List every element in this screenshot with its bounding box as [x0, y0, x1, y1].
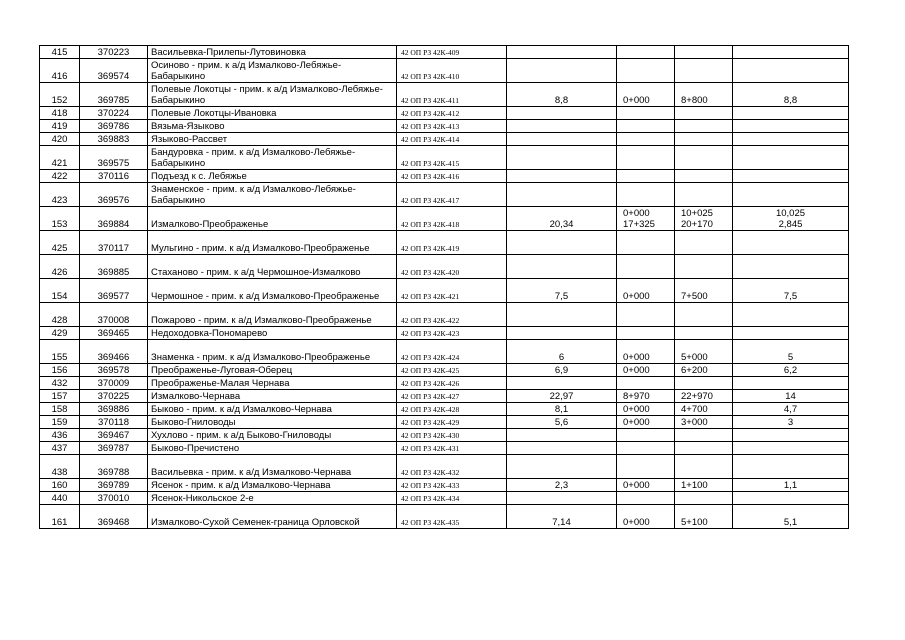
- end-km-cell: [675, 479, 733, 492]
- road-name-cell: Преображенье-Малая Чернава: [148, 377, 397, 390]
- end-km-cell: [675, 442, 733, 455]
- length-cell: 8,8: [507, 83, 617, 107]
- start-km-cell: [617, 146, 675, 170]
- road-id-cell: 369787: [80, 442, 148, 455]
- start-km-cell: [617, 505, 675, 529]
- road-name-cell: Ясенок - прим. к а/д Измалково-Чернава: [148, 479, 397, 492]
- road-code-cell: 42 ОП РЗ 42К-412: [397, 107, 507, 120]
- start-km-cell: [617, 455, 675, 479]
- total-km-cell: [733, 146, 849, 170]
- table-row: [40, 505, 849, 529]
- total-km-cell: [733, 390, 849, 403]
- end-km-cell: [675, 377, 733, 390]
- length-cell: 20,34: [507, 207, 617, 231]
- road-name-cell: Быково-Гниловоды: [148, 416, 397, 429]
- road-id-cell: 369577: [80, 279, 148, 303]
- road-name-cell: Измалково-Чернава: [148, 390, 397, 403]
- total-km-cell: [733, 46, 849, 59]
- road-code-cell: 42 ОП РЗ 42К-411: [397, 83, 507, 107]
- total-km-cell-value: 4,7: [783, 404, 798, 415]
- row-number-cell: 161: [40, 505, 80, 529]
- start-km-cell-value: 0+000: [623, 404, 650, 415]
- total-km-cell: [733, 83, 849, 107]
- table-body: [40, 46, 849, 529]
- length-cell: [507, 107, 617, 120]
- road-code-cell: 42 ОП РЗ 42К-432: [397, 455, 507, 479]
- road-name-cell: Знаменское - прим. к а/д Измалково-Лебяжье-Бабарыкино: [148, 183, 397, 207]
- road-code-cell: 42 ОП РЗ 42К-417: [397, 183, 507, 207]
- row-number-cell: 440: [40, 492, 80, 505]
- road-code-cell: 42 ОП РЗ 42К-414: [397, 133, 507, 146]
- start-km-cell: [617, 231, 675, 255]
- length-cell: 6,9: [507, 364, 617, 377]
- road-id-cell: 369884: [80, 207, 148, 231]
- length-cell: [507, 455, 617, 479]
- end-km-cell-value: 8+800: [681, 95, 708, 106]
- total-km-cell-value: 10,025: [775, 208, 806, 219]
- road-name-cell: Недоходовка-Пономарево: [148, 327, 397, 340]
- table-row: [40, 390, 849, 403]
- road-name-cell: Знаменка - прим. к а/д Измалково-Преображенье: [148, 340, 397, 364]
- road-name-cell: Бандуровка - прим. к а/д Измалково-Лебяжье-Бабарыкино: [148, 146, 397, 170]
- road-id-cell: 369465: [80, 327, 148, 340]
- row-number-cell: 154: [40, 279, 80, 303]
- total-km-cell-value: 7,5: [783, 291, 798, 302]
- road-name-cell: Хухлово - прим. к а/д Быково-Гниловоды: [148, 429, 397, 442]
- length-cell: 22,97: [507, 390, 617, 403]
- length-cell: [507, 133, 617, 146]
- end-km-cell-value: 20+170: [681, 219, 713, 230]
- start-km-cell-value: 0+000: [623, 480, 650, 491]
- total-km-cell: [733, 183, 849, 207]
- table-row: [40, 107, 849, 120]
- road-code-cell: 42 ОП РЗ 42К-423: [397, 327, 507, 340]
- table-row: [40, 279, 849, 303]
- road-code-cell: 42 ОП РЗ 42К-430: [397, 429, 507, 442]
- total-km-cell: [733, 403, 849, 416]
- road-name-cell: Быково - прим. к а/д Измалково-Чернава: [148, 403, 397, 416]
- end-km-cell: [675, 231, 733, 255]
- start-km-cell: [617, 416, 675, 429]
- start-km-cell: [617, 120, 675, 133]
- start-km-cell-value: 0+000: [623, 365, 650, 376]
- start-km-cell: [617, 364, 675, 377]
- total-km-cell-value: 6,2: [783, 365, 798, 376]
- road-id-cell: 369466: [80, 340, 148, 364]
- total-km-cell: [733, 364, 849, 377]
- total-km-cell: [733, 442, 849, 455]
- start-km-cell: [617, 46, 675, 59]
- row-number-cell: 160: [40, 479, 80, 492]
- start-km-cell-value: 17+325: [623, 219, 655, 230]
- total-km-cell: [733, 340, 849, 364]
- start-km-cell: [617, 107, 675, 120]
- end-km-cell: [675, 146, 733, 170]
- end-km-cell-value: 5+100: [681, 517, 708, 528]
- table-row: [40, 207, 849, 231]
- table-row: [40, 364, 849, 377]
- road-name-cell: Ясенок-Никольское 2-е: [148, 492, 397, 505]
- total-km-cell: [733, 416, 849, 429]
- road-code-cell: 42 ОП РЗ 42К-426: [397, 377, 507, 390]
- total-km-cell: [733, 429, 849, 442]
- table-row: [40, 429, 849, 442]
- road-register-table: [39, 45, 849, 529]
- end-km-cell: [675, 455, 733, 479]
- table-row: [40, 255, 849, 279]
- total-km-cell-value: 14: [785, 391, 796, 402]
- road-code-cell: 42 ОП РЗ 42К-427: [397, 390, 507, 403]
- table-row: [40, 340, 849, 364]
- length-cell: 6: [507, 340, 617, 364]
- row-number-cell: 422: [40, 170, 80, 183]
- length-cell: [507, 492, 617, 505]
- end-km-cell: [675, 255, 733, 279]
- road-name-cell: Подъезд к с. Лебяжье: [148, 170, 397, 183]
- end-km-cell: [675, 120, 733, 133]
- end-km-cell: [675, 303, 733, 327]
- row-number-cell: 429: [40, 327, 80, 340]
- total-km-cell-value: 8,8: [783, 95, 798, 106]
- table-row: [40, 327, 849, 340]
- row-number-cell: 152: [40, 83, 80, 107]
- total-km-cell: [733, 455, 849, 479]
- road-id-cell: 369883: [80, 133, 148, 146]
- table-row: [40, 59, 849, 83]
- end-km-cell: [675, 46, 733, 59]
- start-km-cell: [617, 340, 675, 364]
- start-km-cell: [617, 442, 675, 455]
- end-km-cell: [675, 183, 733, 207]
- total-km-cell: [733, 492, 849, 505]
- length-cell: [507, 303, 617, 327]
- table-row: [40, 492, 849, 505]
- end-km-cell: [675, 492, 733, 505]
- length-cell: [507, 231, 617, 255]
- length-cell: 2,3: [507, 479, 617, 492]
- table-row: [40, 303, 849, 327]
- road-name-cell: Вязьма-Языково: [148, 120, 397, 133]
- row-number-cell: 415: [40, 46, 80, 59]
- total-km-cell: [733, 279, 849, 303]
- length-cell: 7,14: [507, 505, 617, 529]
- table-row: [40, 133, 849, 146]
- row-number-cell: 423: [40, 183, 80, 207]
- start-km-cell: [617, 133, 675, 146]
- end-km-cell: [675, 59, 733, 83]
- start-km-cell-value: 0+000: [623, 291, 650, 302]
- start-km-cell-value: 0+000: [623, 352, 650, 363]
- road-code-cell: 42 ОП РЗ 42К-419: [397, 231, 507, 255]
- row-number-cell: 159: [40, 416, 80, 429]
- road-code-cell: 42 ОП РЗ 42К-416: [397, 170, 507, 183]
- start-km-cell: [617, 279, 675, 303]
- total-km-cell: [733, 303, 849, 327]
- start-km-cell: [617, 327, 675, 340]
- end-km-cell: [675, 364, 733, 377]
- length-cell: [507, 46, 617, 59]
- end-km-cell-value: 3+000: [681, 417, 708, 428]
- road-code-cell: 42 ОП РЗ 42К-409: [397, 46, 507, 59]
- road-id-cell: 369574: [80, 59, 148, 83]
- road-name-cell: Измалково-Преображенье: [148, 207, 397, 231]
- length-cell: [507, 442, 617, 455]
- road-code-cell: 42 ОП РЗ 42К-424: [397, 340, 507, 364]
- road-name-cell: Васильевка-Прилепы-Лутовиновка: [148, 46, 397, 59]
- total-km-cell: [733, 107, 849, 120]
- length-cell: 5,6: [507, 416, 617, 429]
- end-km-cell: [675, 83, 733, 107]
- start-km-cell: [617, 183, 675, 207]
- row-number-cell: 426: [40, 255, 80, 279]
- end-km-cell: [675, 107, 733, 120]
- end-km-cell: [675, 505, 733, 529]
- length-cell: [507, 59, 617, 83]
- road-id-cell: 370008: [80, 303, 148, 327]
- road-name-cell: Измалково-Сухой Семенек-граница Орловской: [148, 505, 397, 529]
- road-id-cell: 370009: [80, 377, 148, 390]
- end-km-cell-value: 1+100: [681, 480, 708, 491]
- road-id-cell: 369786: [80, 120, 148, 133]
- road-code-cell: 42 ОП РЗ 42К-428: [397, 403, 507, 416]
- total-km-cell: [733, 255, 849, 279]
- road-name-cell: Преображенье-Луговая-Оберец: [148, 364, 397, 377]
- end-km-cell-value: 4+700: [681, 404, 708, 415]
- start-km-cell-value: 0+000: [623, 517, 650, 528]
- total-km-cell-value: 2,845: [778, 219, 803, 230]
- road-id-cell: 370225: [80, 390, 148, 403]
- end-km-cell: [675, 170, 733, 183]
- road-code-cell: 42 ОП РЗ 42К-434: [397, 492, 507, 505]
- total-km-cell: [733, 327, 849, 340]
- start-km-cell: [617, 207, 675, 231]
- end-km-cell: [675, 133, 733, 146]
- row-number-cell: 425: [40, 231, 80, 255]
- table-row: [40, 46, 849, 59]
- road-id-cell: 369789: [80, 479, 148, 492]
- row-number-cell: 416: [40, 59, 80, 83]
- length-cell: [507, 170, 617, 183]
- road-code-cell: 42 ОП РЗ 42К-410: [397, 59, 507, 83]
- road-id-cell: 369467: [80, 429, 148, 442]
- road-code-cell: 42 ОП РЗ 42К-431: [397, 442, 507, 455]
- table-row: [40, 442, 849, 455]
- table-row: [40, 170, 849, 183]
- road-code-cell: 42 ОП РЗ 42К-433: [397, 479, 507, 492]
- road-id-cell: 369886: [80, 403, 148, 416]
- road-code-cell: 42 ОП РЗ 42К-418: [397, 207, 507, 231]
- road-id-cell: 370224: [80, 107, 148, 120]
- road-name-cell: Мульгино - прим. к а/д Измалково-Преображенье: [148, 231, 397, 255]
- start-km-cell: [617, 390, 675, 403]
- row-number-cell: 419: [40, 120, 80, 133]
- length-cell: [507, 146, 617, 170]
- total-km-cell: [733, 170, 849, 183]
- length-cell: [507, 377, 617, 390]
- start-km-cell: [617, 170, 675, 183]
- start-km-cell: [617, 479, 675, 492]
- total-km-cell-value: 1,1: [783, 480, 798, 491]
- row-number-cell: 420: [40, 133, 80, 146]
- length-cell: 8,1: [507, 403, 617, 416]
- end-km-cell-value: 6+200: [681, 365, 708, 376]
- total-km-cell: [733, 133, 849, 146]
- row-number-cell: 421: [40, 146, 80, 170]
- road-code-cell: 42 ОП РЗ 42К-413: [397, 120, 507, 133]
- road-id-cell: 370118: [80, 416, 148, 429]
- end-km-cell: [675, 429, 733, 442]
- road-code-cell: 42 ОП РЗ 42К-422: [397, 303, 507, 327]
- road-name-cell: Пожарово - прим. к а/д Измалково-Преображенье: [148, 303, 397, 327]
- table-row: [40, 83, 849, 107]
- end-km-cell-value: 22+970: [681, 391, 713, 402]
- road-code-cell: 42 ОП РЗ 42К-421: [397, 279, 507, 303]
- row-number-cell: 157: [40, 390, 80, 403]
- road-code-cell: 42 ОП РЗ 42К-429: [397, 416, 507, 429]
- start-km-cell-value: 0+000: [623, 417, 650, 428]
- row-number-cell: 156: [40, 364, 80, 377]
- road-name-cell: Быково-Пречистено: [148, 442, 397, 455]
- row-number-cell: 418: [40, 107, 80, 120]
- road-code-cell: 42 ОП РЗ 42К-415: [397, 146, 507, 170]
- start-km-cell: [617, 403, 675, 416]
- row-number-cell: 153: [40, 207, 80, 231]
- end-km-cell: [675, 416, 733, 429]
- start-km-cell: [617, 303, 675, 327]
- road-id-cell: 369576: [80, 183, 148, 207]
- road-id-cell: 369575: [80, 146, 148, 170]
- table-row: [40, 403, 849, 416]
- length-cell: [507, 429, 617, 442]
- road-id-cell: 369785: [80, 83, 148, 107]
- length-cell: [507, 183, 617, 207]
- total-km-cell-value: 5,1: [783, 517, 798, 528]
- total-km-cell-value: 5: [787, 352, 794, 363]
- table-row: [40, 231, 849, 255]
- total-km-cell: [733, 479, 849, 492]
- road-id-cell: 369578: [80, 364, 148, 377]
- start-km-cell: [617, 83, 675, 107]
- road-id-cell: 369788: [80, 455, 148, 479]
- total-km-cell: [733, 207, 849, 231]
- total-km-cell: [733, 377, 849, 390]
- start-km-cell-value: 0+000: [623, 208, 650, 219]
- start-km-cell-value: 0+000: [623, 95, 650, 106]
- road-id-cell: 369468: [80, 505, 148, 529]
- road-name-cell: Стаханово - прим. к а/д Чермошное-Измалково: [148, 255, 397, 279]
- road-id-cell: 370117: [80, 231, 148, 255]
- road-code-cell: 42 ОП РЗ 42К-425: [397, 364, 507, 377]
- row-number-cell: 438: [40, 455, 80, 479]
- row-number-cell: 428: [40, 303, 80, 327]
- road-id-cell: 370010: [80, 492, 148, 505]
- road-id-cell: 370116: [80, 170, 148, 183]
- table-row: [40, 183, 849, 207]
- length-cell: 7,5: [507, 279, 617, 303]
- road-id-cell: 369885: [80, 255, 148, 279]
- end-km-cell: [675, 390, 733, 403]
- table-row: [40, 416, 849, 429]
- road-name-cell: Языково-Рассвет: [148, 133, 397, 146]
- road-name-cell: Полевые Локотцы - прим. к а/д Измалково-Лебяжье-Бабарыкино: [148, 83, 397, 107]
- length-cell: [507, 120, 617, 133]
- road-name-cell: Васильевка - прим. к а/д Измалково-Чернава: [148, 455, 397, 479]
- row-number-cell: 437: [40, 442, 80, 455]
- start-km-cell: [617, 59, 675, 83]
- road-code-cell: 42 ОП РЗ 42К-435: [397, 505, 507, 529]
- end-km-cell: [675, 403, 733, 416]
- total-km-cell: [733, 120, 849, 133]
- end-km-cell-value: 10+025: [681, 208, 713, 219]
- start-km-cell: [617, 377, 675, 390]
- length-cell: [507, 327, 617, 340]
- start-km-cell: [617, 429, 675, 442]
- table-row: [40, 377, 849, 390]
- road-name-cell: Осиново - прим. к а/д Измалково-Лебяжье-Бабарыкино: [148, 59, 397, 83]
- start-km-cell: [617, 492, 675, 505]
- total-km-cell: [733, 231, 849, 255]
- row-number-cell: 158: [40, 403, 80, 416]
- road-name-cell: Полевые Локотцы-Ивановка: [148, 107, 397, 120]
- start-km-cell-value: 8+970: [623, 391, 650, 402]
- road-name-cell: Чермошное - прим. к а/д Измалково-Преображенье: [148, 279, 397, 303]
- table-row: [40, 120, 849, 133]
- row-number-cell: 432: [40, 377, 80, 390]
- end-km-cell: [675, 340, 733, 364]
- start-km-cell: [617, 255, 675, 279]
- end-km-cell: [675, 279, 733, 303]
- end-km-cell-value: 7+500: [681, 291, 708, 302]
- length-cell: [507, 255, 617, 279]
- road-code-cell: 42 ОП РЗ 42К-420: [397, 255, 507, 279]
- table-row: [40, 146, 849, 170]
- end-km-cell: [675, 207, 733, 231]
- total-km-cell-value: 3: [787, 417, 794, 428]
- total-km-cell: [733, 59, 849, 83]
- table-row: [40, 479, 849, 492]
- end-km-cell: [675, 327, 733, 340]
- row-number-cell: 436: [40, 429, 80, 442]
- road-id-cell: 370223: [80, 46, 148, 59]
- table-row: [40, 455, 849, 479]
- row-number-cell: 155: [40, 340, 80, 364]
- end-km-cell-value: 5+000: [681, 352, 708, 363]
- total-km-cell: [733, 505, 849, 529]
